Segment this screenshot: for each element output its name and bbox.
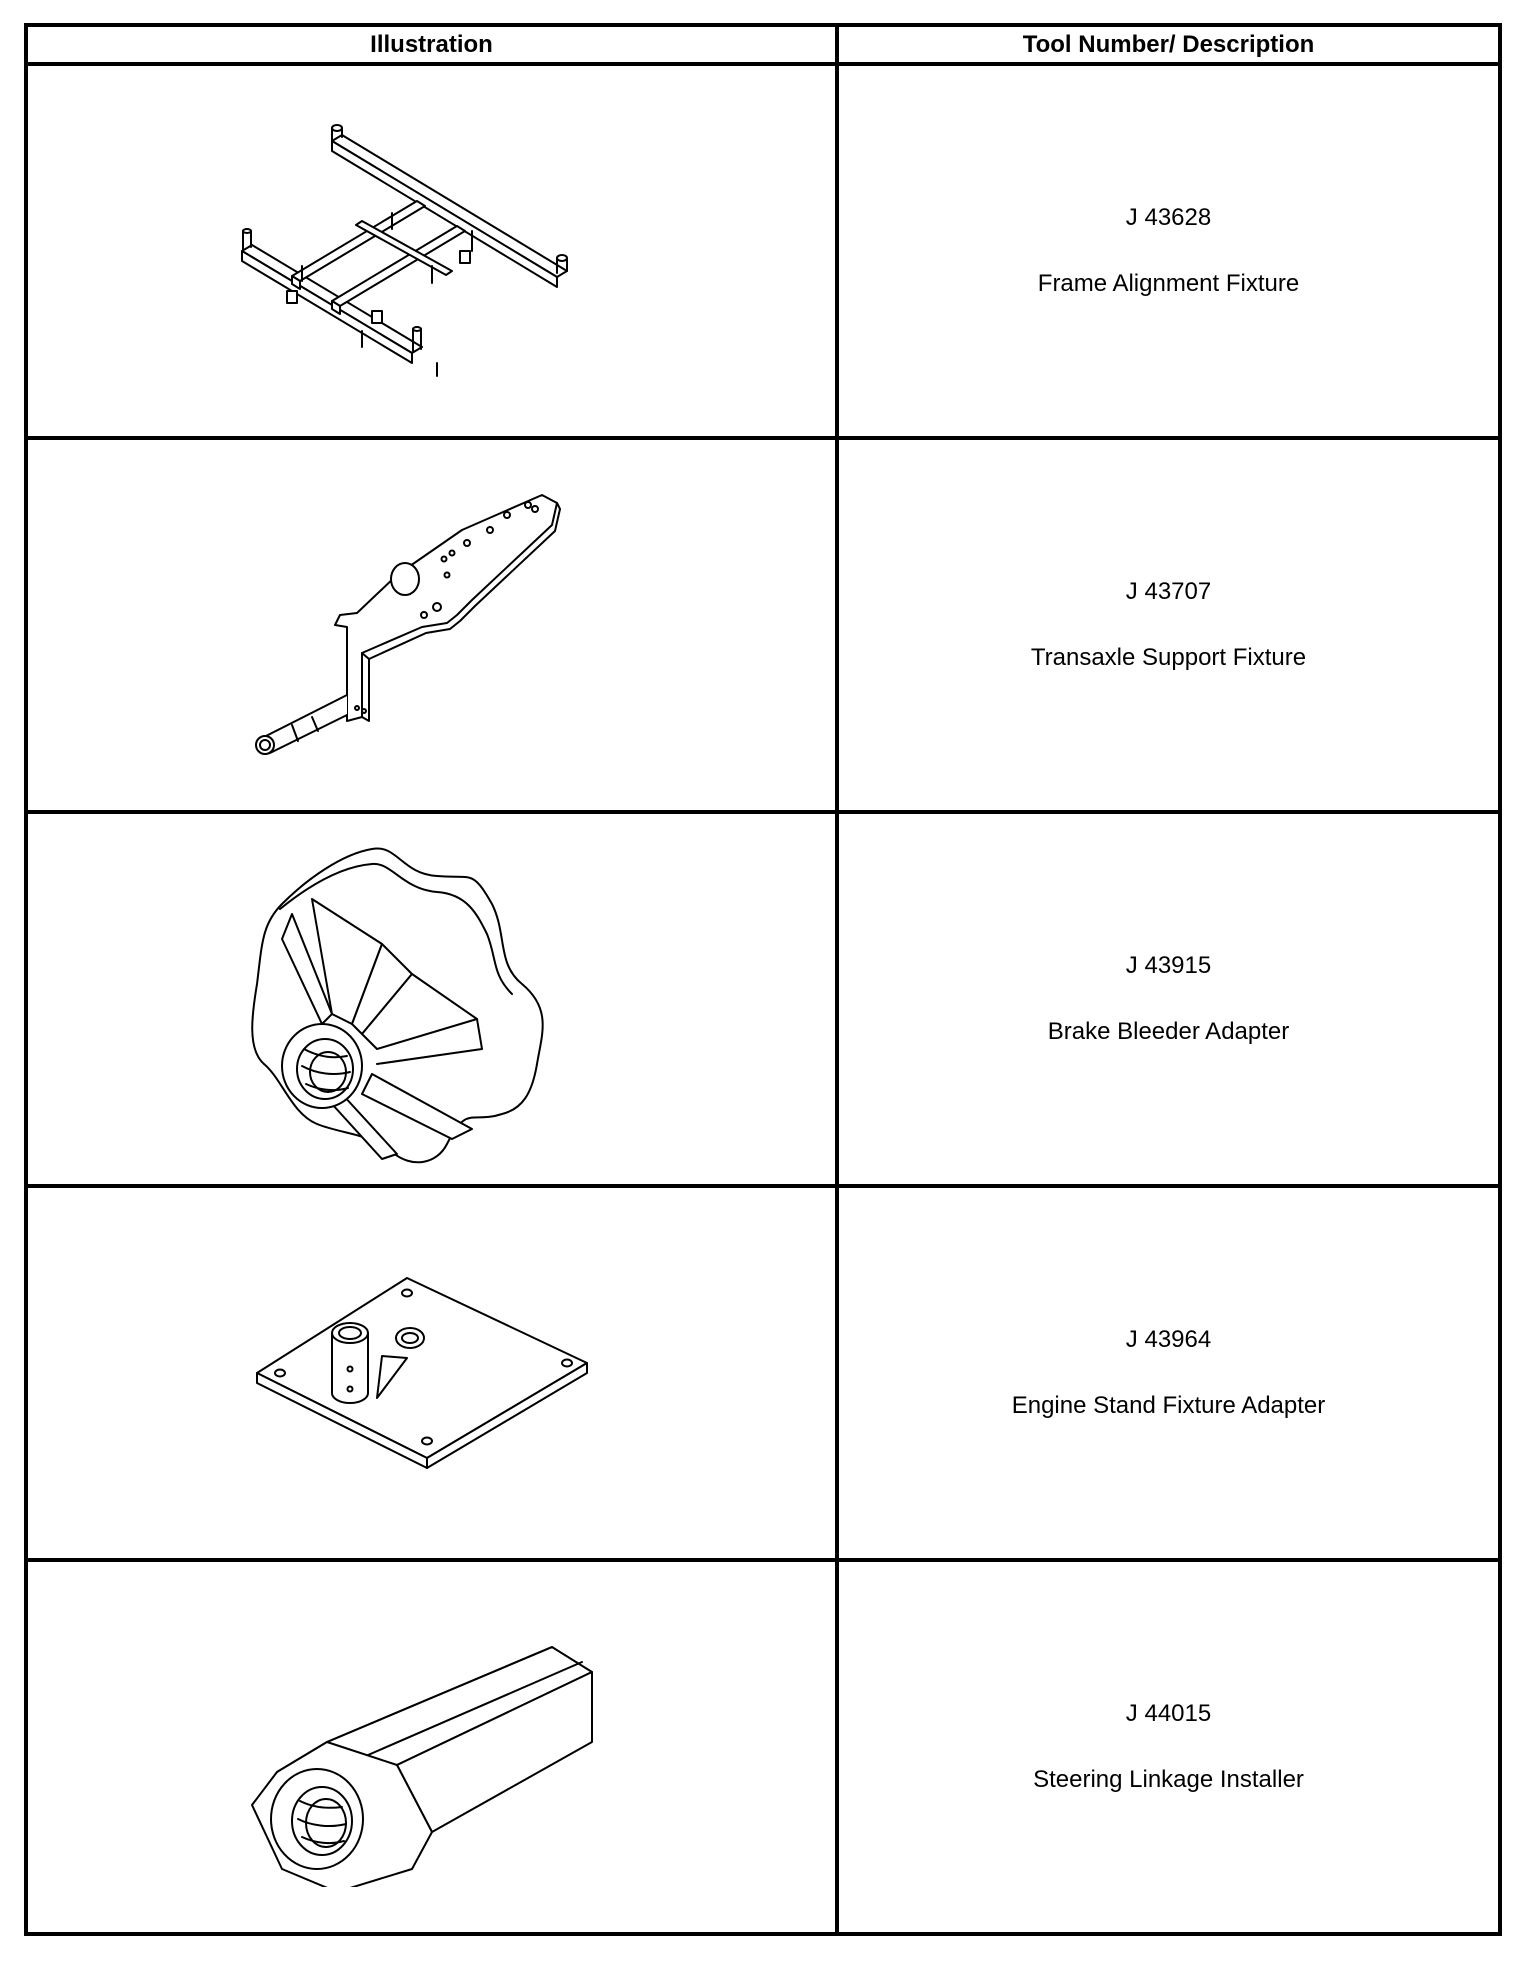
engine-stand-fixture-adapter-icon (222, 1253, 642, 1493)
tool-description: Brake Bleeder Adapter (1047, 1018, 1290, 1045)
description-cell (837, 438, 1500, 812)
table-row (26, 1560, 1500, 1934)
tool-number: J 44015 (1125, 1700, 1212, 1727)
header-illustration: Illustration (26, 25, 837, 64)
table-row (26, 64, 1500, 438)
tool-number: J 43707 (1125, 578, 1212, 605)
tool-table (24, 23, 1502, 1936)
header-tool-description: Tool Number/ Description (837, 25, 1500, 64)
tool-number: J 43964 (1125, 1326, 1212, 1353)
table-row (26, 1186, 1500, 1560)
brake-bleeder-adapter-icon (222, 834, 642, 1164)
tool-description: Steering Linkage Installer (1033, 1766, 1304, 1793)
description-cell (837, 812, 1500, 1186)
tool-description: Transaxle Support Fixture (1030, 644, 1307, 671)
illustration-cell (26, 1186, 837, 1560)
frame-alignment-fixture-icon (222, 101, 642, 401)
transaxle-support-fixture-icon (222, 475, 642, 775)
tool-number: J 43628 (1125, 204, 1212, 231)
table-row (26, 812, 1500, 1186)
tool-description: Engine Stand Fixture Adapter (1011, 1392, 1326, 1419)
table-row (26, 438, 1500, 812)
description-cell (837, 1186, 1500, 1560)
tool-number: J 43915 (1125, 952, 1212, 979)
illustration-cell (26, 812, 837, 1186)
steering-linkage-installer-icon (222, 1607, 642, 1887)
description-cell (837, 1560, 1500, 1934)
table-header-row (26, 25, 1500, 64)
illustration-cell (26, 64, 837, 438)
tool-description: Frame Alignment Fixture (1037, 270, 1300, 297)
illustration-cell (26, 438, 837, 812)
illustration-cell (26, 1560, 837, 1934)
description-cell (837, 64, 1500, 438)
